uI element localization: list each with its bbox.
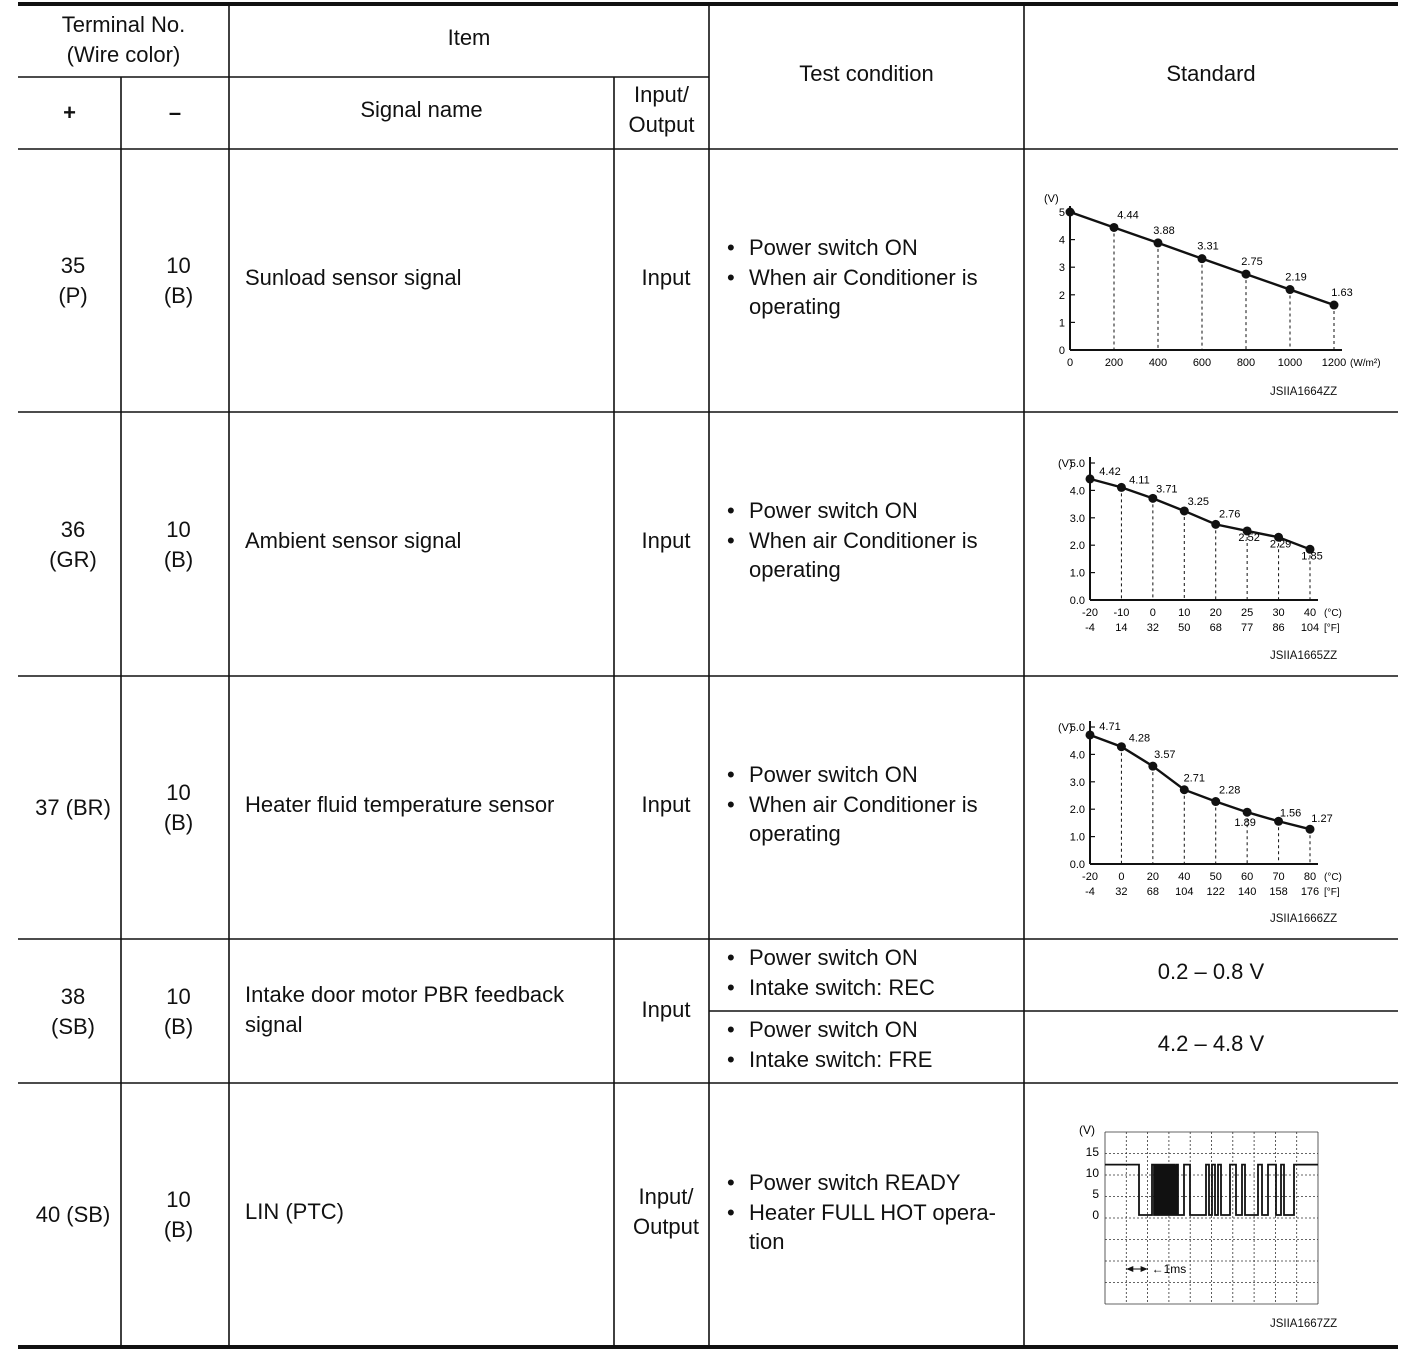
row-38-signal: Intake door motor PBR feedback signal xyxy=(245,982,565,1037)
x-tick-label: 80 xyxy=(1303,871,1317,883)
y-tick-label: 1 xyxy=(1058,317,1065,330)
data-label: 2.52 xyxy=(1238,531,1260,544)
y-axis-label: (V) xyxy=(1044,193,1059,205)
header-standard: Standard xyxy=(1166,60,1256,86)
y-tick-label: 2 xyxy=(1058,289,1065,302)
figure-code-1666: JSIIA1666ZZ xyxy=(1270,913,1338,925)
x-tick-label: -20 xyxy=(1082,871,1098,883)
data-label: 1.56 xyxy=(1279,807,1302,820)
row-38-standard-rec: 0.2 – 0.8 V xyxy=(1157,959,1265,984)
x-tick-label: -20 xyxy=(1082,607,1098,619)
y-tick-label: 4.0 xyxy=(1069,485,1085,498)
y-tick-label: 4 xyxy=(1058,234,1065,247)
x-tick-label-f: 68 xyxy=(1146,886,1159,898)
row-40-io: Input/ Output xyxy=(632,1184,700,1239)
x-tick-label-f: -4 xyxy=(1085,622,1095,634)
header-terminal-no: Terminal No. (Wire color) xyxy=(61,12,186,67)
data-label: 2.76 xyxy=(1219,508,1241,521)
row-37-conditions: • Power switch ON • When air Conditioner is operating xyxy=(720,760,1020,849)
row-40-conditions: • Power switch READY • Heater FULL HOT opera-tion xyxy=(720,1168,1020,1257)
row-38-conditions-rec: • Power switch ON • Intake switch: REC xyxy=(720,943,1020,1002)
data-point xyxy=(1242,270,1251,279)
row-38-io: Input xyxy=(641,997,691,1022)
row-37-plus: 37 (BR) xyxy=(35,795,111,820)
x-tick-label: 0 xyxy=(1149,607,1156,619)
data-point xyxy=(1117,483,1126,492)
x-tick-label-f: 86 xyxy=(1272,622,1285,634)
x-axis-unit-f: [°F] xyxy=(1324,623,1340,634)
x-tick-label: 20 xyxy=(1209,607,1222,619)
x-tick-label-f: 140 xyxy=(1237,886,1257,898)
y-tick-label: 0.0 xyxy=(1069,595,1085,607)
x-tick-label: 40 xyxy=(1178,871,1191,883)
data-point xyxy=(1148,762,1157,771)
x-tick-label: 20 xyxy=(1146,871,1159,883)
x-tick-label-f: 68 xyxy=(1209,622,1222,634)
y-tick-label: 2.0 xyxy=(1069,804,1085,817)
x-tick-label: -10 xyxy=(1113,607,1130,619)
data-label: 3.71 xyxy=(1156,483,1178,496)
y-tick-label: 4.0 xyxy=(1069,749,1085,762)
y-tick-label: 0 xyxy=(1058,345,1065,357)
header-signal-name: Signal name xyxy=(360,97,483,122)
data-point xyxy=(1198,254,1207,263)
x-tick-label-f: -4 xyxy=(1085,886,1095,898)
y-tick-label: 5.0 xyxy=(1069,722,1085,734)
data-point xyxy=(1086,474,1095,483)
data-point xyxy=(1117,742,1126,751)
data-label: 4.42 xyxy=(1099,465,1121,478)
y-tick-label: 15 xyxy=(1085,1145,1099,1159)
x-tick-label: 25 xyxy=(1241,607,1254,619)
row-37-signal: Heater fluid temperature sensor xyxy=(245,791,555,817)
x-axis-unit: (°C) xyxy=(1324,872,1342,883)
x-tick-label: 800 xyxy=(1236,357,1256,369)
y-tick-label: 5 xyxy=(1058,207,1065,219)
data-label: 2.29 xyxy=(1269,538,1292,551)
y-tick-label: 5 xyxy=(1092,1187,1099,1201)
row-36-io: Input xyxy=(641,528,691,553)
data-point xyxy=(1306,825,1315,834)
x-tick-label-f: 77 xyxy=(1241,622,1254,634)
row-38-minus: 10 (B) xyxy=(163,983,194,1039)
header-input-output: Input/ Output xyxy=(628,82,695,137)
figure-code-1664: JSIIA1664ZZ xyxy=(1270,386,1338,398)
row-35-signal: Sunload sensor signal xyxy=(245,264,462,290)
x-axis-unit-f: [°F] xyxy=(1324,887,1340,898)
x-tick-label: 40 xyxy=(1303,607,1317,619)
data-label: 4.28 xyxy=(1128,732,1151,745)
ambient-voltage-chart xyxy=(1030,450,1392,640)
x-tick-label: 70 xyxy=(1272,871,1285,883)
x-tick-label: 1200 xyxy=(1321,357,1347,369)
x-tick-label: 0 xyxy=(1118,871,1125,883)
x-tick-label-f: 50 xyxy=(1178,622,1191,634)
x-tick-label: 10 xyxy=(1178,607,1191,619)
x-tick-label: 400 xyxy=(1148,357,1168,369)
x-axis-unit: (°C) xyxy=(1324,608,1342,619)
row-35-minus: 10 (B) xyxy=(163,253,194,308)
y-tick-label: 0.0 xyxy=(1069,859,1085,871)
data-label: 1.89 xyxy=(1234,817,1256,830)
lin-waveform xyxy=(1105,1165,1318,1215)
time-division-label: ←1ms xyxy=(1151,1262,1187,1276)
row-40-plus: 40 (SB) xyxy=(35,1202,111,1227)
y-axis-label: (V) xyxy=(1058,722,1073,734)
data-point xyxy=(1066,208,1075,217)
data-point xyxy=(1243,808,1252,817)
data-point xyxy=(1330,301,1339,310)
data-label: 2.75 xyxy=(1241,256,1263,269)
data-point xyxy=(1154,238,1163,247)
x-tick-label-f: 104 xyxy=(1300,622,1320,634)
y-tick-label: 3.0 xyxy=(1069,776,1085,789)
figure-code-1665: JSIIA1665ZZ xyxy=(1270,650,1338,662)
row-38-standard-fre: 4.2 – 4.8 V xyxy=(1157,1031,1265,1056)
data-point xyxy=(1110,223,1119,232)
data-label: 1.27 xyxy=(1311,813,1333,826)
data-label: 4.11 xyxy=(1129,474,1150,487)
data-point xyxy=(1211,797,1220,806)
row-40-minus: 10 (B) xyxy=(163,1187,194,1242)
y-axis-label: (V) xyxy=(1058,458,1073,470)
x-tick-label-f: 104 xyxy=(1175,886,1194,898)
row-36-minus: 10 (B) xyxy=(163,516,194,572)
data-label: 4.71 xyxy=(1099,720,1121,733)
x-tick-label-f: 122 xyxy=(1206,886,1225,898)
row-35-plus: 35 (P) xyxy=(58,253,88,308)
data-label: 3.31 xyxy=(1197,240,1219,253)
data-point xyxy=(1180,785,1189,794)
data-label: 3.88 xyxy=(1153,224,1175,237)
row-38-plus: 38 (SB) xyxy=(51,983,95,1039)
y-tick-label: 10 xyxy=(1085,1166,1099,1180)
data-point xyxy=(1211,520,1220,529)
data-label: 2.19 xyxy=(1285,271,1307,284)
y-tick-label: 5.0 xyxy=(1069,458,1085,470)
header-minus: – xyxy=(168,100,182,125)
row-36-plus: 36 (GR) xyxy=(49,516,97,572)
data-label: 3.25 xyxy=(1187,495,1209,508)
header-plus: + xyxy=(63,100,76,125)
header-test-condition: Test condition xyxy=(799,60,934,86)
lin-waveform-chart xyxy=(1072,1118,1328,1310)
data-point xyxy=(1286,285,1295,294)
x-tick-label: 0 xyxy=(1066,357,1074,369)
row-40-signal: LIN (PTC) xyxy=(245,1199,344,1224)
row-38-conditions-fre: • Power switch ON • Intake switch: FRE xyxy=(720,1015,1020,1074)
y-tick-label: 2.0 xyxy=(1069,540,1085,553)
y-tick-label: 0 xyxy=(1092,1208,1099,1222)
data-label: 1.63 xyxy=(1331,287,1353,300)
data-label: 4.44 xyxy=(1117,209,1139,222)
data-label: 1.85 xyxy=(1301,550,1323,563)
x-axis-unit: (W/m²) xyxy=(1350,358,1381,369)
x-tick-label: 60 xyxy=(1241,871,1254,883)
row-37-io: Input xyxy=(641,791,691,817)
row-36-conditions: • Power switch ON • When air Conditioner is operating xyxy=(720,496,1020,585)
x-tick-label-f: 158 xyxy=(1269,886,1288,898)
data-label: 2.71 xyxy=(1183,772,1205,785)
data-label: 3.57 xyxy=(1154,749,1176,762)
y-tick-label: 1.0 xyxy=(1069,567,1085,580)
heater-fluid-voltage-chart xyxy=(1030,714,1392,904)
sunload-voltage-chart xyxy=(1030,180,1392,380)
data-point xyxy=(1086,730,1095,739)
x-tick-label-f: 176 xyxy=(1300,886,1320,898)
row-37-minus: 10 (B) xyxy=(163,780,194,835)
data-label: 2.28 xyxy=(1219,784,1241,797)
x-tick-label: 600 xyxy=(1192,357,1212,369)
x-tick-label: 200 xyxy=(1104,357,1124,369)
header-item: Item xyxy=(447,25,491,50)
row-36-signal: Ambient sensor signal xyxy=(245,528,462,553)
x-tick-label: 1000 xyxy=(1277,357,1303,369)
y-tick-label: 1.0 xyxy=(1069,831,1085,844)
row-35-conditions: • Power switch ON • When air Conditioner is operating xyxy=(720,233,1020,322)
x-tick-label-f: 32 xyxy=(1146,622,1159,634)
x-tick-label-f: 32 xyxy=(1115,886,1128,898)
x-tick-label-f: 14 xyxy=(1115,622,1128,634)
row-35-io: Input xyxy=(641,264,691,290)
x-tick-label: 30 xyxy=(1272,607,1285,619)
y-axis-label: (V) xyxy=(1079,1123,1095,1137)
y-tick-label: 3 xyxy=(1058,262,1065,275)
figure-code-1667: JSIIA1667ZZ xyxy=(1270,1318,1338,1330)
x-tick-label: 50 xyxy=(1209,871,1222,883)
y-tick-label: 3.0 xyxy=(1069,512,1085,525)
